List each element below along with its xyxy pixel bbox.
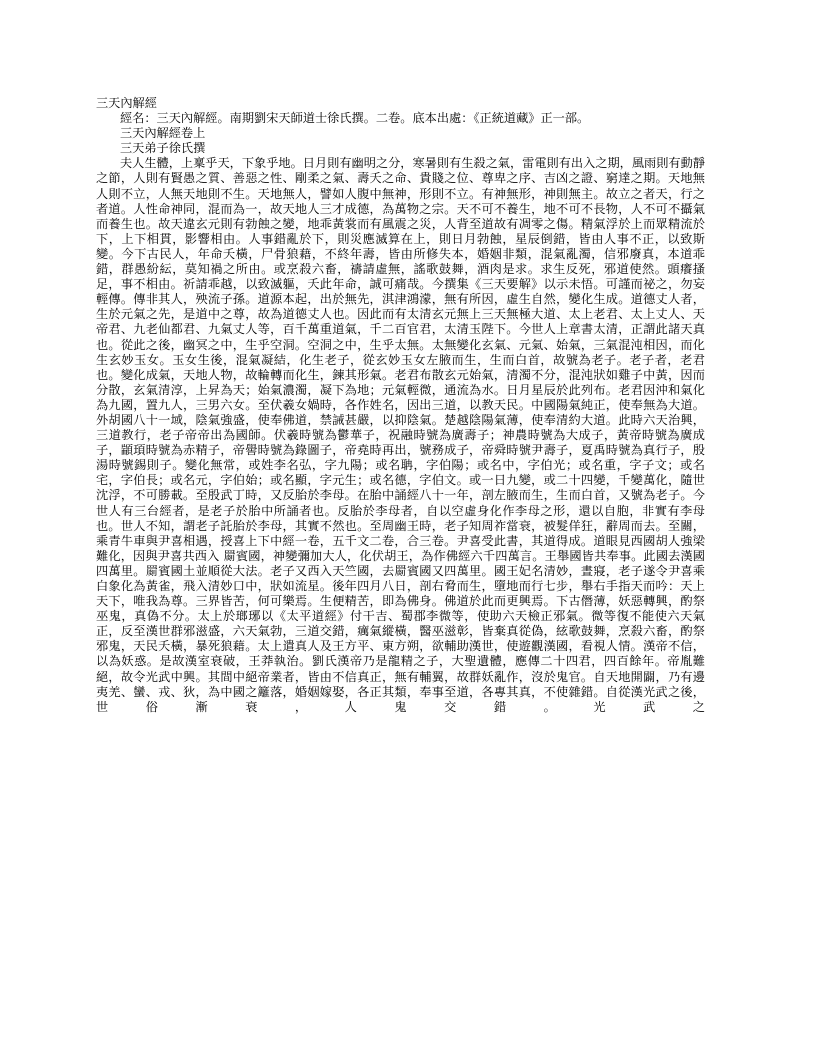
document-volume-line: 三天內解經卷上 bbox=[120, 126, 206, 141]
document-body bbox=[96, 96, 705, 730]
document-metadata-line: 經名：三天內解經。南期劉宋天師道士徐氏撰。二卷。底本出處：《正統道藏》正一部。 bbox=[120, 111, 590, 126]
document-title: 三天內解經 bbox=[96, 96, 157, 110]
document-author-line: 三天弟子徐氏撰 bbox=[120, 141, 206, 156]
document-main-paragraph: 夫人生體，上稟乎天，下象乎地。日月則有幽明之分，寒暑則有生殺之氣，雷電則有出入之期，風雨則有動靜之節，人則有賢愚之質、善惡之性、剛柔之氣、壽夭之命、貴賤之位、尊卑之序、吉凶之證、窮達之期。天地無人則不立，人無天地則不生。天地無人，譬如人腹中無神，形則不立。有神無形，神則無主。故立之者天，行之者道。人性命神同，混而為一，故天地人三才成德，為萬物之宗。天不可不養生，地不可不長物，人不可不攝氣而養生也。故天違玄元則有勃蝕之變，地乖黃裳而有風震之災，人背至道故有凋零之傷。精氣浮於上而眾精流於下，上下相貫，影響相由。人事錯亂於下，則災應滅算在上，則日月勃蝕，星辰倒錯，皆由人事不正，以致斯變。今下古民人，年命夭橫，尸骨狼藉，不終年壽，皆由所修失本，婚姻非類，混氣亂濁，信邪廢真，本道乖錯，群愚紛紜，莫知禍之所由。或烹殺六畜，禱請虛無，謠歌鼓舞，酒肉是求。求生反死，邪道使然。頭癢搔足，事不相由。祈請乖越，以致滅軀，夭此年命，誠可痛哉。今撰集《三天要解》以示未悟。可謹而祕之，勿妄輕傳。傳非其人，殃流子孫。道源本起，出於無先，淇津鴻濛，無有所因，虛生自然，變化生成。道德丈人者，生於元氣之先，是道中之尊，故為道德丈人也。因此而有太清玄元無上三天無極大道、太上老君、太上丈人、天帝君、九老仙都君、九氣丈人等，百千萬重道氣，千二百官君，太清玉陛下。今世人上章書太清，正謂此諸天真也。從此之後，幽冥之中，生乎空洞。空洞之中，生乎太無。太無變化玄氣、元氣、始氣，三氣混沌相因，而化生玄妙玉女。玉女生後，混氣凝結，化生老子，從玄妙玉女左腋而生，生而白首，故號為老子。老子者，老君也。變化成氣，天地人物，故輪轉而化生，鍊其形氣。老君布散玄元始氣，清濁不分，混沌狀如雞子中黃，因而分散，玄氣清淳，上昇為天；始氣濃濁，凝下為地；元氣輕微，通流為水。日月星辰於此列布。老君因沖和氣化為九國，置九人，三男六女。至伏羲女媧時，各作姓名，因出三道，以教天民。中國陽氣純正，使奉無為大道。外胡國八十一域，陰氣強盛，使奉佛道，禁誡甚嚴，以抑陰氣。楚越陰陽氣薄，使奉清約大道。此時六天治興，三道教行，老子帝帝出為國師。伏羲時號為鬱華子，祝融時號為廣壽子；神農時號為大成子，黃帝時號為廣成子，顓頊時號為赤精子，帝嚳時號為錄圖子，帝堯時再出，號務成子，帝舜時號尹壽子，夏禹時號為真行子，殷湯時號錫則子。變化無常，或姓李名弘，字九陽；或名聃，字伯陽；或名中，字伯光；或名重，字子文；或名宅，字伯長；或名元，字伯始；或名顯，字元生；或名德，字伯文。或一日九變，或二十四變，千變萬化，隨世沈浮，不可勝載。至殷武丁時，又反胎於李母。在胎中誦經八十一年，剖左腋而生，生而白首，又號為老子。今世人有三台經者，是老子於胎中所誦者也。反胎於李母者，自以空虛身化作李母之形，還以自胞，非實有李母也。世人不知，謂老子託胎於李母，其實不然也。至周幽王時，老子知周祚當衰，被髮佯狂，辭周而去。至關，乘青牛車與尹喜相遇，授喜上下中經一卷，五千文二卷，合三卷。尹喜受此書，其道得成。道眼見西國胡人強梁難化，因與尹喜共西入 罽賓國，神變彌加大人，化伏胡王，為作佛經六千四萬言。王舉國皆共奉事。此國去漢國四萬里。罽賓國土並順從大法。老子又西入天竺國，去罽賓國又四萬里。國王妃名清妙，晝寢，老子遂令尹喜乘白象化為黃雀，飛入清妙口中，狀如流星。後年四月八日，剖右脅而生，墮地而行七步，舉右手指天而吟：天上天下，唯我為尊。三界皆苦，何可樂焉。生便精苦，即為佛身。佛道於此而更興焉。下古僭薄，妖惡轉興，酌祭巫鬼，真偽不分。太上於瑯琊以《太平道經》付干吉、蜀郡李微等，使助六天檢正邪氣。微等復不能使六天氣正，反至漢世群邪滋盛，六天氣勃，三道交錯，癘氣縱橫，醫巫滋彰，皆棄真從偽，絃歌鼓舞，烹殺六畜，酌祭邪鬼，天民夭橫，暴死狼藉。太上遣真人及王方平、東方朔，欲輔助漢世，使遊觀漢國，看視人情。漢帝不信，以為妖惑。是故漢室衰破，王莽執治。劉氏漢帝乃是龍精之子，大聖遺體，應傳二十四君，四百餘年。帝胤難絕，故令光武中興。其間中絕帝業者，皆由不信真正，無有輔翼，故群妖亂作，沒於鬼官。自天地開闢，乃有邊夷羌、蠻、戎、狄，為中國之籬落，婚姻嫁娶，各正其類，奉事至道，各專其真，不使雜錯。自從漢光武之後，世俗漸衰，人鬼交錯。光武之 bbox=[96, 156, 705, 714]
